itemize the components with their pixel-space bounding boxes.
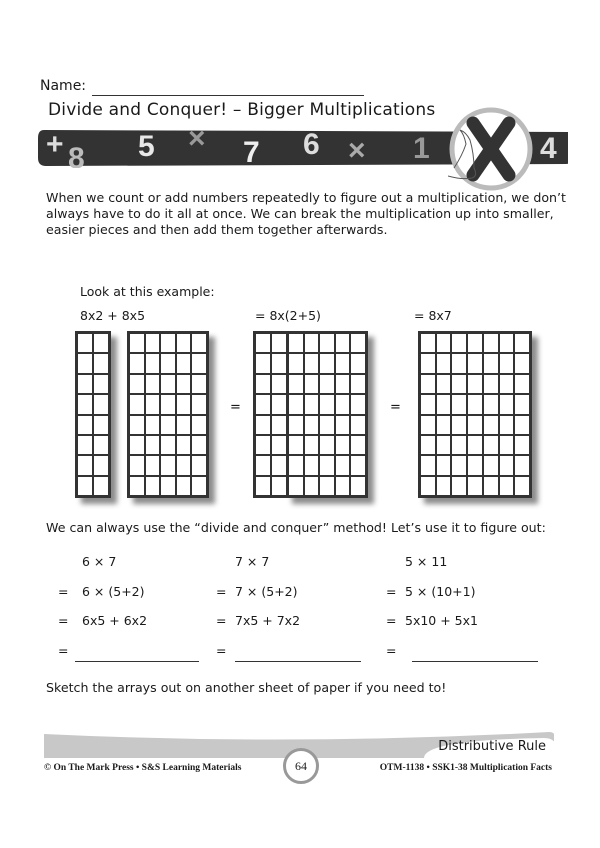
array-cell (451, 333, 467, 353)
array-cell (77, 415, 93, 435)
array-cell (255, 333, 271, 353)
array-cell (129, 333, 145, 353)
svg-text:5: 5 (138, 130, 155, 163)
svg-text:4: 4 (540, 132, 557, 165)
array-cell (191, 374, 207, 394)
array-8x5 (127, 331, 209, 498)
array-cell (271, 353, 287, 373)
array-cell (436, 333, 452, 353)
practice-instruction: We can always use the “divide and conquer” method! Let’s use it to figure out: (46, 520, 546, 535)
problem-2-step2: 7x5 + 7x2 (235, 613, 301, 628)
topic-label: Distributive Rule (438, 739, 546, 754)
array-cell (350, 476, 366, 496)
intro-paragraph: When we count or add numbers repeatedly to figure out a multiplication, we don’t always have to do it all at once. We can break the multiplication up into smaller, easier pieces and then add them together afterwards. (46, 190, 566, 238)
array-cell (271, 394, 287, 414)
array-cell (467, 374, 483, 394)
array-cell (319, 333, 335, 353)
array-cell (319, 353, 335, 373)
array-cell (319, 415, 335, 435)
array-cell (77, 394, 93, 414)
equals-sign: = (216, 643, 227, 658)
array-8x2-joined (253, 331, 289, 498)
problem-2-step1: 7 × (5+2) (235, 584, 298, 599)
array-cell (420, 476, 436, 496)
array-cell (93, 394, 109, 414)
equals-sign: = (386, 643, 397, 658)
array-cell (160, 435, 176, 455)
array-cell (191, 455, 207, 475)
array-cell (271, 374, 287, 394)
array-cell (288, 333, 304, 353)
array-cell (271, 435, 287, 455)
array-cell (255, 374, 271, 394)
array-cell (436, 353, 452, 373)
array-cell (514, 394, 530, 414)
problem-3-step1: 5 × (10+1) (405, 584, 476, 599)
array-cell (145, 333, 161, 353)
array-cell (176, 353, 192, 373)
array-cell (499, 374, 515, 394)
multiplication-x-icon (448, 106, 534, 192)
equals-sign: = (390, 400, 401, 415)
problem-2: 7 × 7 (235, 554, 270, 569)
array-cell (176, 415, 192, 435)
equals-sign: = (58, 584, 69, 599)
array-cell (499, 333, 515, 353)
array-cell (304, 455, 320, 475)
array-cell (467, 415, 483, 435)
problem-1: 6 × 7 (82, 554, 117, 569)
array-cell (145, 394, 161, 414)
equals-sign: = (216, 584, 227, 599)
equals-sign: = (216, 613, 227, 628)
array-cell (451, 415, 467, 435)
array-cell (514, 435, 530, 455)
array-cell (77, 476, 93, 496)
array-cell (499, 476, 515, 496)
answer-field-2[interactable] (235, 661, 361, 662)
array-cell (420, 353, 436, 373)
array-cell (288, 435, 304, 455)
array-cell (335, 333, 351, 353)
array-cell (436, 374, 452, 394)
expression-product: = 8x7 (414, 308, 452, 323)
array-cell (271, 476, 287, 496)
array-cell (467, 476, 483, 496)
array-cell (319, 394, 335, 414)
array-cell (271, 455, 287, 475)
problem-3: 5 × 11 (405, 554, 448, 569)
array-cell (499, 353, 515, 373)
array-cell (271, 333, 287, 353)
array-cell (304, 374, 320, 394)
equals-sign: = (58, 613, 69, 628)
array-cell (350, 333, 366, 353)
array-cell (191, 394, 207, 414)
array-cell (467, 455, 483, 475)
array-cell (436, 394, 452, 414)
array-cell (451, 353, 467, 373)
problem-3-step2: 5x10 + 5x1 (405, 613, 478, 628)
array-cell (255, 476, 271, 496)
array-cell (335, 394, 351, 414)
array-cell (350, 353, 366, 373)
array-cell (319, 476, 335, 496)
array-cell (145, 435, 161, 455)
array-cell (304, 415, 320, 435)
array-cell (319, 435, 335, 455)
product-code: OTM-1138 • SSK1-38 Multiplication Facts (379, 763, 552, 773)
name-field[interactable] (92, 95, 364, 96)
array-cell (288, 394, 304, 414)
array-cell (514, 476, 530, 496)
array-cell (129, 353, 145, 373)
array-cell (436, 415, 452, 435)
svg-text:6: 6 (303, 128, 320, 161)
array-cell (129, 415, 145, 435)
array-cell (467, 353, 483, 373)
array-cell (129, 394, 145, 414)
array-cell (93, 455, 109, 475)
array-cell (77, 353, 93, 373)
array-cell (467, 435, 483, 455)
array-cell (176, 374, 192, 394)
array-cell (514, 353, 530, 373)
array-cell (145, 415, 161, 435)
array-cell (77, 374, 93, 394)
array-cell (288, 415, 304, 435)
array-cell (129, 374, 145, 394)
array-cell (436, 455, 452, 475)
array-cell (176, 455, 192, 475)
array-cell (319, 455, 335, 475)
array-cell (304, 435, 320, 455)
array-cell (93, 415, 109, 435)
array-8x2 (75, 331, 111, 498)
array-cell (191, 415, 207, 435)
expression-sum: 8x2 + 8x5 (80, 308, 146, 323)
array-cell (271, 415, 287, 435)
array-cell (129, 455, 145, 475)
array-cell (176, 333, 192, 353)
array-cell (451, 374, 467, 394)
array-cell (304, 394, 320, 414)
array-cell (335, 353, 351, 373)
equals-sign: = (230, 400, 241, 415)
array-cell (499, 435, 515, 455)
array-cell (77, 435, 93, 455)
array-cell (335, 374, 351, 394)
array-cell (420, 333, 436, 353)
array-cell (304, 476, 320, 496)
array-cell (255, 353, 271, 373)
array-cell (483, 374, 499, 394)
array-cell (350, 394, 366, 414)
equals-sign: = (386, 613, 397, 628)
page-number: 64 (283, 748, 319, 784)
equals-sign: = (58, 643, 69, 658)
array-cell (436, 435, 452, 455)
example-heading: Look at this example: (80, 284, 215, 299)
array-cell (93, 476, 109, 496)
array-cell (77, 455, 93, 475)
array-cell (129, 476, 145, 496)
array-cell (145, 476, 161, 496)
array-cell (420, 435, 436, 455)
array-cell (77, 333, 93, 353)
array-cell (451, 435, 467, 455)
svg-text:+: + (46, 128, 64, 161)
array-cell (176, 476, 192, 496)
array-8x7 (418, 331, 532, 498)
expression-grouped: = 8x(2+5) (255, 308, 321, 323)
problem-1-step1: 6 × (5+2) (82, 584, 145, 599)
array-cell (160, 374, 176, 394)
array-cell (335, 455, 351, 475)
array-cell (160, 394, 176, 414)
array-cell (499, 415, 515, 435)
array-cell (451, 394, 467, 414)
array-cell (350, 415, 366, 435)
array-cell (451, 476, 467, 496)
equals-sign: = (386, 584, 397, 599)
answer-field-1[interactable] (75, 661, 199, 662)
array-cell (483, 435, 499, 455)
array-cell (288, 455, 304, 475)
svg-text:×: × (348, 134, 366, 167)
array-cell (350, 374, 366, 394)
array-cell (420, 394, 436, 414)
array-cell (335, 435, 351, 455)
array-cell (160, 476, 176, 496)
array-cell (335, 415, 351, 435)
array-cell (304, 353, 320, 373)
problem-1-step2: 6x5 + 6x2 (82, 613, 148, 628)
array-cell (255, 394, 271, 414)
page-title: Divide and Conquer! – Bigger Multiplications (48, 100, 436, 120)
array-cell (145, 455, 161, 475)
array-cell (176, 435, 192, 455)
array-cell (451, 455, 467, 475)
array-cell (514, 455, 530, 475)
array-cell (420, 455, 436, 475)
array-cell (191, 333, 207, 353)
array-cell (160, 415, 176, 435)
array-8x5-joined (286, 331, 368, 498)
name-label: Name: (40, 78, 87, 94)
svg-text:7: 7 (243, 136, 260, 168)
array-cell (288, 374, 304, 394)
array-cell (191, 476, 207, 496)
array-cell (483, 353, 499, 373)
array-cell (255, 415, 271, 435)
array-cell (160, 333, 176, 353)
array-cell (514, 374, 530, 394)
array-cell (483, 415, 499, 435)
array-cell (514, 333, 530, 353)
array-cell (499, 394, 515, 414)
array-cell (483, 455, 499, 475)
array-cell (499, 455, 515, 475)
array-cell (304, 333, 320, 353)
copyright: © On The Mark Press • S&S Learning Materials (44, 763, 242, 773)
array-cell (467, 333, 483, 353)
array-cell (160, 455, 176, 475)
array-cell (288, 476, 304, 496)
svg-text:8: 8 (68, 142, 85, 168)
answer-field-3[interactable] (412, 661, 538, 662)
array-cell (255, 435, 271, 455)
array-cell (191, 353, 207, 373)
array-cell (436, 476, 452, 496)
sketch-note: Sketch the arrays out on another sheet of paper if you need to! (46, 680, 447, 695)
array-cell (93, 333, 109, 353)
array-cell (160, 353, 176, 373)
array-cell (93, 353, 109, 373)
svg-text:1: 1 (413, 132, 430, 165)
array-cell (350, 455, 366, 475)
array-cell (255, 455, 271, 475)
array-cell (176, 394, 192, 414)
svg-text:×: × (188, 128, 206, 155)
array-cell (420, 374, 436, 394)
array-cell (483, 333, 499, 353)
array-cell (145, 374, 161, 394)
array-cell (93, 435, 109, 455)
array-cell (420, 415, 436, 435)
array-cell (191, 435, 207, 455)
array-cell (467, 394, 483, 414)
array-cell (514, 415, 530, 435)
array-cell (288, 353, 304, 373)
array-cell (93, 374, 109, 394)
array-cell (335, 476, 351, 496)
array-cell (483, 394, 499, 414)
array-cell (350, 435, 366, 455)
array-cell (483, 476, 499, 496)
array-cell (129, 435, 145, 455)
array-cell (145, 353, 161, 373)
array-cell (319, 374, 335, 394)
